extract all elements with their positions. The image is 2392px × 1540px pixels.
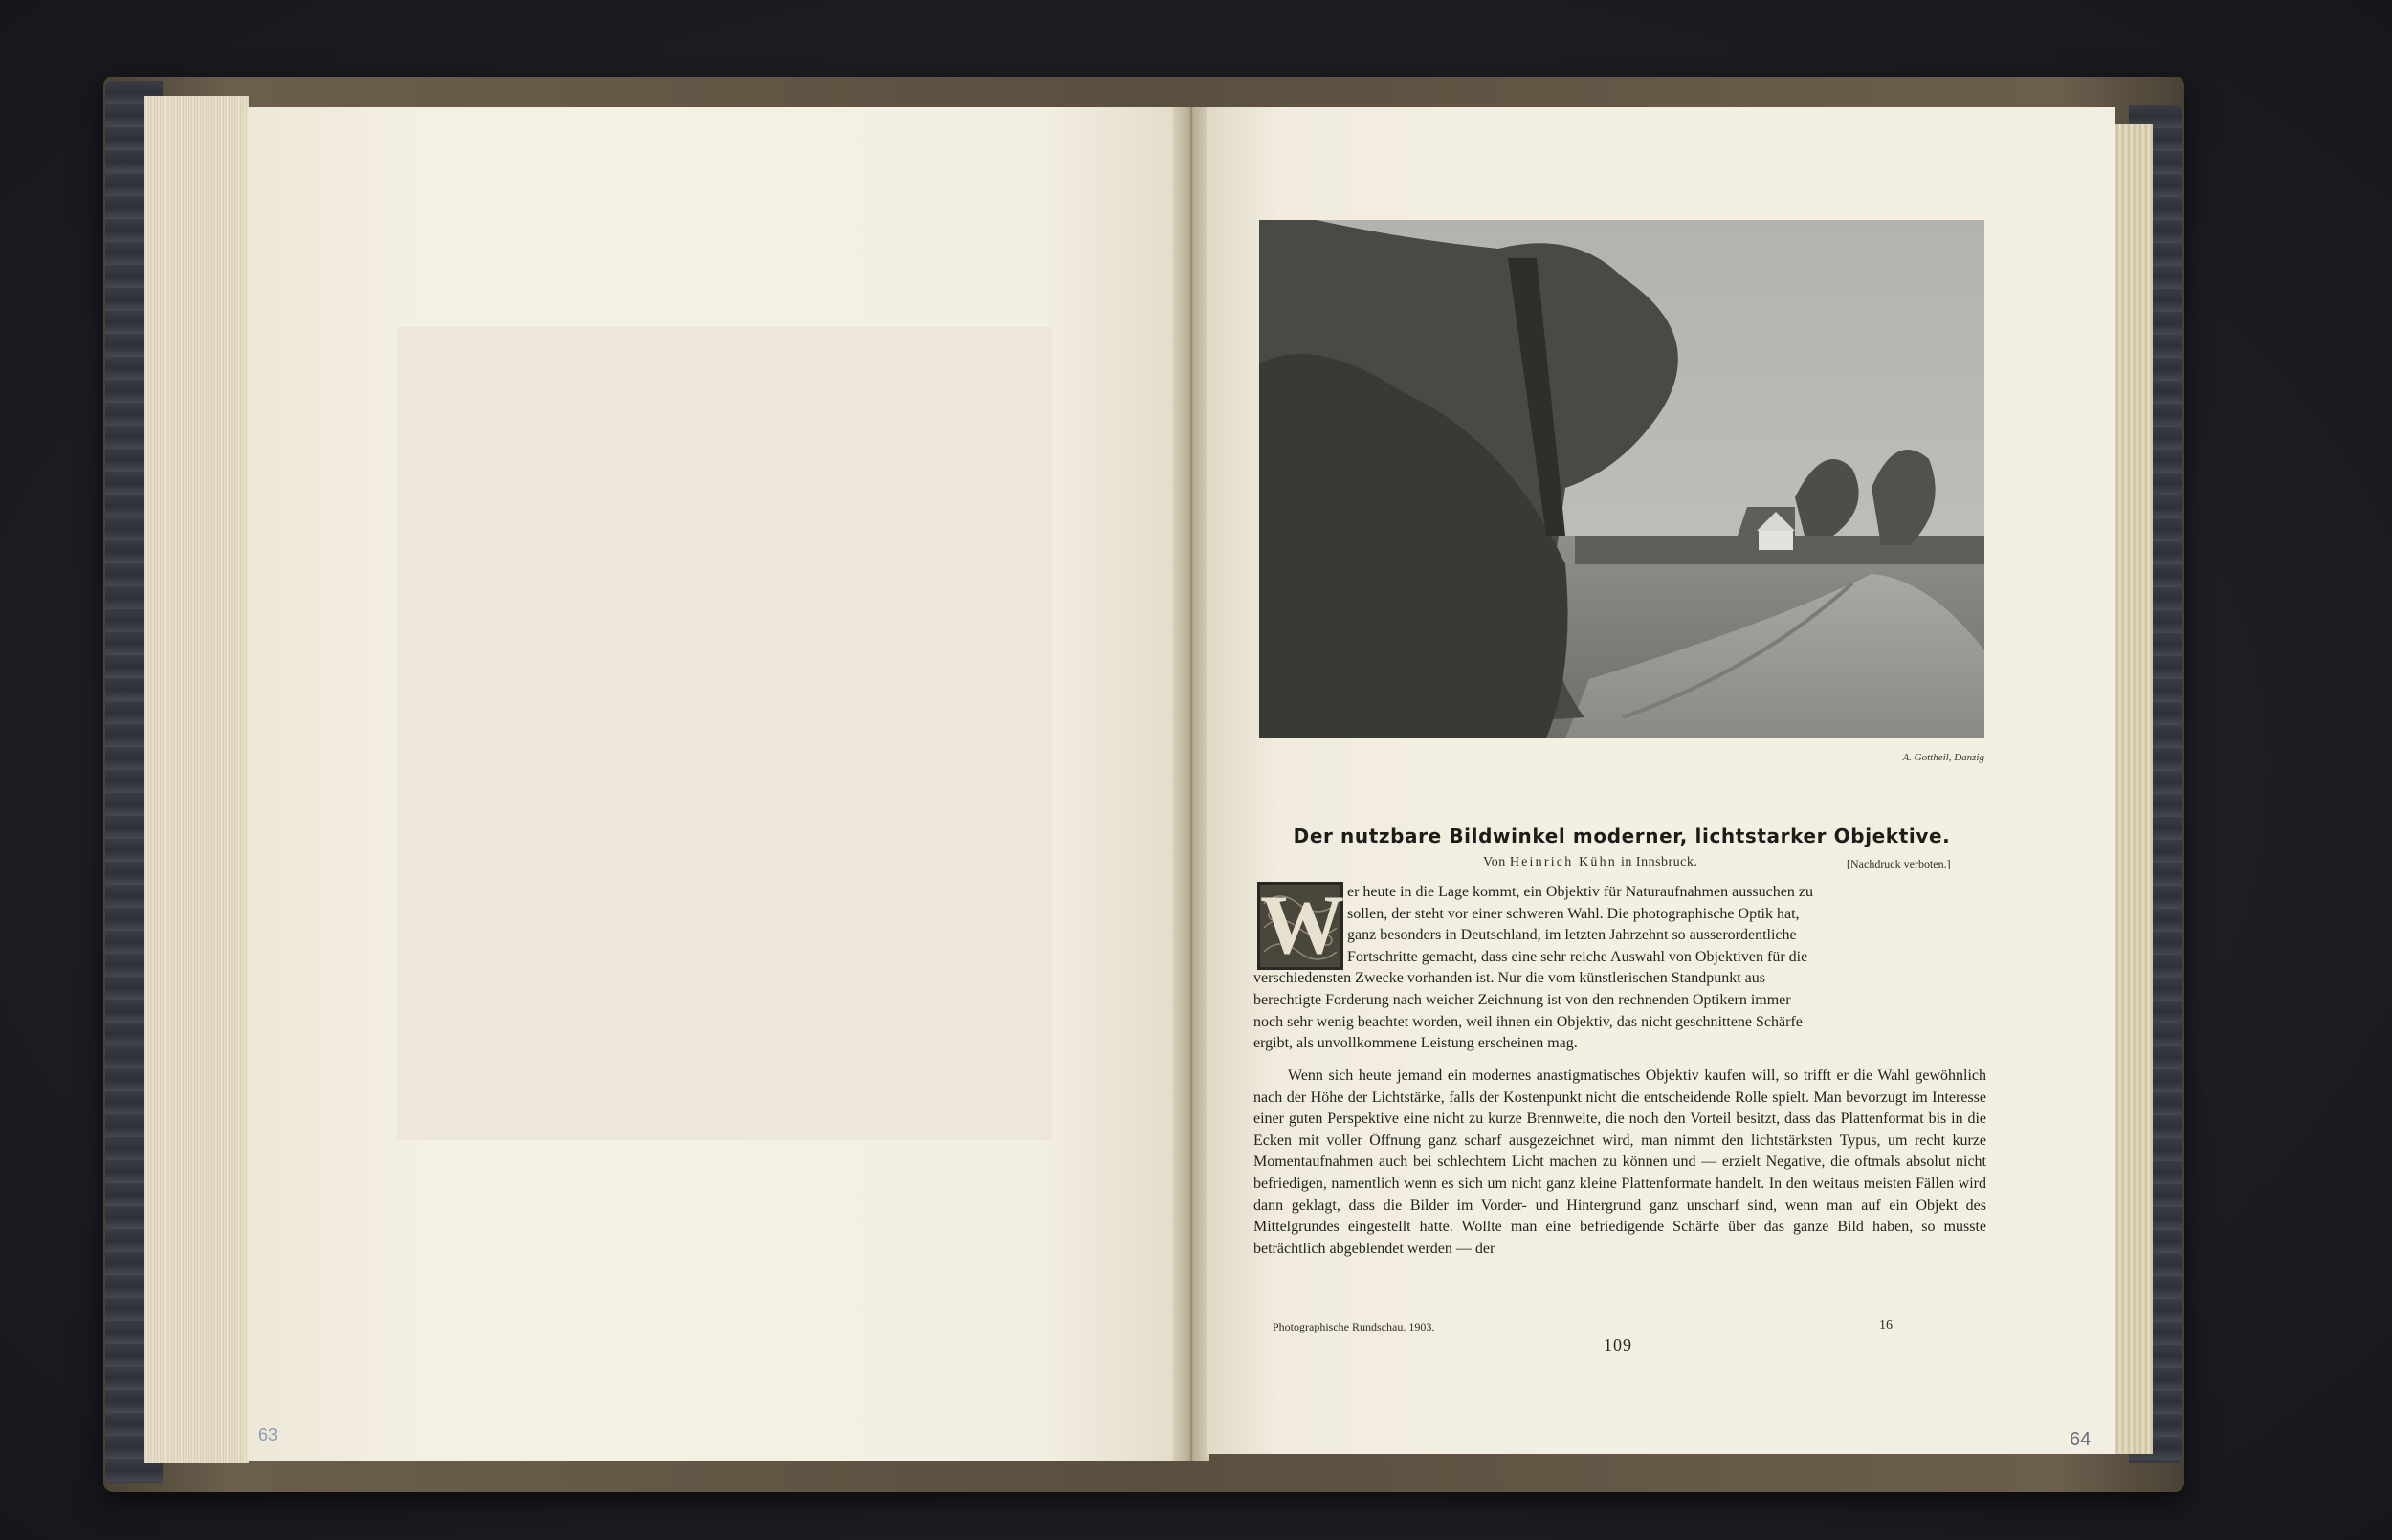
journal-footer: Photographische Rundschau. 1903. <box>1273 1320 1435 1333</box>
text-line: noch sehr wenig beachtet worden, weil ihnen ein Objektiv, das nicht geschnittene Schärfe <box>1253 1013 1803 1030</box>
reprint-notice: [Nachdruck verboten.] <box>1847 857 1951 870</box>
paragraph-2 <box>1253 1066 1986 1260</box>
text-line: ergibt, als unvollkommene Leistung erscheinen mag. <box>1253 1035 1578 1052</box>
text-line: berechtigte Forderung nach weicher Zeichnung ist von den rechnenden Optikern immer <box>1253 991 1791 1008</box>
landscape-photograph <box>1259 220 1984 738</box>
article-title: Der nutzbare Bildwinkel moderner, lichtstarker Objektive. <box>1293 825 1951 847</box>
photo-credit: A. Gottheil, Danzig <box>1902 752 1984 763</box>
initial-letter: W <box>1260 879 1344 972</box>
book-gutter <box>1173 107 1209 1461</box>
text-line: sollen, der steht vor einer schweren Wahl. Die photographische Optik hat, <box>1347 905 1800 922</box>
byline-suffix: in Innsbruck. <box>1621 855 1698 869</box>
text-line: Fortschritte gemacht, dass eine sehr reiche Auswahl von Objektiven für die <box>1347 948 1808 965</box>
text-line: verschiedensten Zwecke vorhanden ist. Nur die vom künstlerischen Standpunkt aus <box>1253 970 1765 987</box>
paragraph-1 <box>1253 879 1986 1055</box>
author-name: Heinrich Kühn <box>1509 855 1618 869</box>
pencil-number-left: 63 <box>258 1425 278 1444</box>
page-edges-left <box>144 96 249 1463</box>
text-line: ganz besonders in Deutschland, im letzten Jahrzehnt so ausserordentliche <box>1347 927 1797 944</box>
pencil-number-right: 64 <box>2070 1429 2092 1450</box>
page-edges-right <box>2115 124 2153 1454</box>
byline-prefix: Von <box>1483 855 1506 869</box>
tissue-plate-area <box>397 327 1052 1140</box>
article-byline <box>1483 855 1697 870</box>
text-line: er heute in die Lage kommt, ein Objektiv für Naturaufnahmen aussuchen zu <box>1347 884 1813 900</box>
paragraph-2-text: Wenn sich heute jemand ein modernes anastigmatisches Objektiv kaufen will, so trifft er die Wahl gewöhnlich nach der Höhe der Lichtstärke, falls der Kostenpunkt nicht die entscheidende Rolle spielt. Man bevorzugt im Interesse einer guten Perspektive eine nicht zu kurze Brennweite, die noch den Vorteil besitzt, dass das Plattenformat bis in die Ecken mit voller Öffnung ganz scharf ausgezeichnet wird, man nimmt den lichtstärksten Typus, um recht kurze Momentaufnahmen auch bei schlechtem Licht machen zu können und — erzielt Negative, die oftmals absolut nicht befriedigen, namentlich wenn es sich um nicht ganz kleine Plattenformate handelt. In den weitaus meisten Fällen wird dann geklagt, dass die Bilder im Vorder- und Hintergrund ganz unscharf sind, wenn man auf ein Objekt des Mittelgrundes eingestellt hatte. Wollte man eine befriedigende Schärfe über das ganze Bild haben, so musste beträchtlich abgeblendet werden — der <box>1253 1067 1986 1257</box>
page-number: 109 <box>1604 1335 1632 1354</box>
signature-mark: 16 <box>1879 1318 1893 1332</box>
